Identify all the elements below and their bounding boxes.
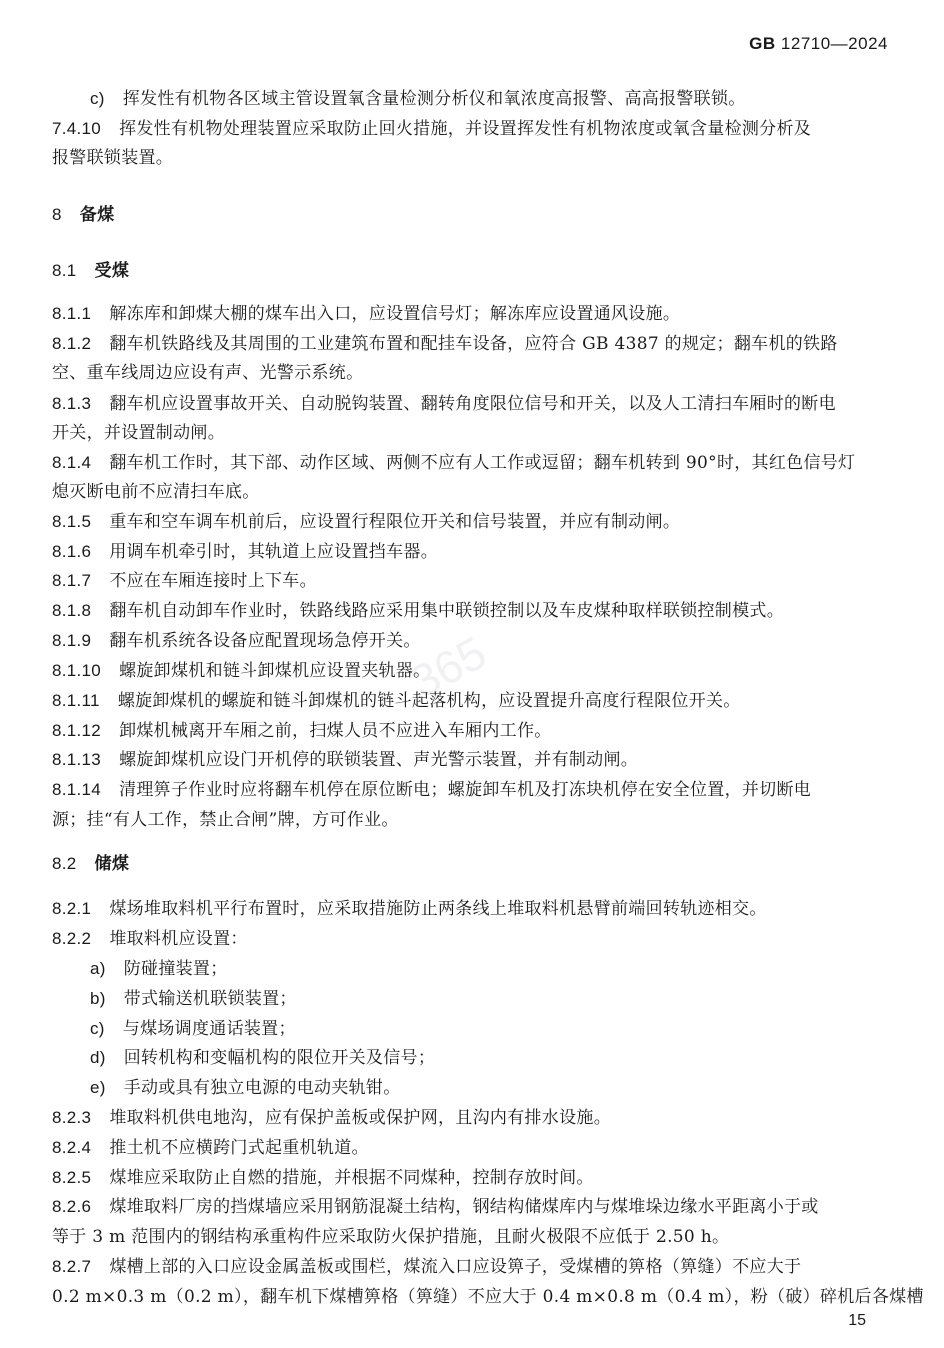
section-heading: 8 备煤 bbox=[52, 205, 115, 225]
standard-header bbox=[749, 34, 888, 54]
clause: 8.1.11 螺旋卸煤机的螺旋和链斗卸煤机的链斗起落机构，应设置提升高度行程限位开关。 bbox=[52, 691, 741, 711]
clause: 8.1.10 螺旋卸煤机和链斗卸煤机应设置夹轨器。 bbox=[52, 661, 431, 681]
clause: 8.1.8 翻车机自动卸车作业时，铁路线路应采用集中联锁控制以及车皮煤种取样联锁控制模式。 bbox=[52, 601, 785, 621]
clause-continuation: 开关，并设置制动闸。 bbox=[52, 423, 225, 443]
clause: 8.2.1 煤场堆取料机平行布置时，应采取措施防止两条线上堆取料机悬臂前端回转轨迹相交。 bbox=[52, 899, 767, 919]
clause-continuation: 报警联锁装置。 bbox=[52, 148, 174, 168]
clause: 8.1.5 重车和空车调车机前后，应设置行程限位开关和信号装置，并应有制动闸。 bbox=[52, 512, 681, 532]
list-item: e) 手动或具有独立电源的电动夹轨钳。 bbox=[90, 1078, 401, 1098]
clause: 8.1.14 清理箅子作业时应将翻车机停在原位断电；螺旋卸车机及打冻块机停在安全位置，并切断电 bbox=[52, 780, 812, 800]
clause: 8.2.2 堆取料机应设置： bbox=[52, 929, 248, 949]
list-item: b) 带式输送机联锁装置； bbox=[90, 989, 297, 1009]
list-item: a) 防碰撞装置； bbox=[90, 959, 228, 979]
clause: 8.1.7 不应在车厢连接时上下车。 bbox=[52, 571, 317, 591]
list-item: d) 回转机构和变幅机构的限位开关及信号； bbox=[90, 1048, 436, 1068]
watermark: 365 bbox=[402, 626, 495, 708]
list-item: c) 挥发性有机物各区域主管设置氧含量检测分析仪和氧浓度高报警、高高报警联锁。 bbox=[90, 89, 746, 109]
clause-continuation: 熄灭断电前不应清扫车底。 bbox=[52, 482, 260, 502]
clause: 8.1.12 卸煤机械离开车厢之前，扫煤人员不应进入车厢内工作。 bbox=[52, 721, 552, 741]
clause: 8.2.6 煤堆取料厂房的挡煤墙应采用钢筋混凝土结构，钢结构储煤库内与煤堆垛边缘水平距离小于或 bbox=[52, 1197, 819, 1217]
clause: 8.2.4 推土机不应横跨门式起重机轨道。 bbox=[52, 1138, 369, 1158]
page-number: 15 bbox=[848, 1312, 866, 1329]
clause: 8.1.1 解冻库和卸煤大棚的煤车出入口，应设置信号灯；解冻库应设置通风设施。 bbox=[52, 304, 681, 324]
list-item: c) 与煤场调度通话装置； bbox=[90, 1019, 296, 1039]
clause: 8.1.3 翻车机应设置事故开关、自动脱钩装置、翻转角度限位信号和开关，以及人工清扫车厢时的断电 bbox=[52, 394, 836, 414]
clause: 8.1.2 翻车机铁路线及其周围的工业建筑布置和配挂车设备，应符合 GB 4387 的规定；翻车机的铁路 bbox=[52, 334, 838, 354]
clause: 8.2.3 堆取料机供电地沟，应有保护盖板或保护网，且沟内有排水设施。 bbox=[52, 1108, 612, 1128]
clause: 8.2.5 煤堆应采取防止自燃的措施，并根据不同煤种，控制存放时间。 bbox=[52, 1168, 594, 1188]
clause: 7.4.10 挥发性有机物处理装置应采取防止回火措施，并设置挥发性有机物浓度或氧含量检测分析及 bbox=[52, 119, 812, 139]
clause-continuation: 0.2 m×0.3 m（0.2 m），翻车机下煤槽箅格（箅缝）不应大于 0.4 m×0.8 m（0.4 m），粉（破）碎机后各煤槽 bbox=[52, 1287, 924, 1307]
clause: 8.1.13 螺旋卸煤机应设门开机停的联锁装置、声光警示装置，并有制动闸。 bbox=[52, 750, 639, 770]
clause-continuation: 空、重车线周边应设有声、光警示系统。 bbox=[52, 363, 364, 383]
clause-continuation: 源；挂“有人工作，禁止合闸”牌，方可作业。 bbox=[52, 810, 399, 830]
clause: 8.2.7 煤槽上部的入口应设金属盖板或围栏，煤流入口应设箅子，受煤槽的箅格（箅缝）不应大于 bbox=[52, 1257, 802, 1277]
clause: 8.1.9 翻车机系统各设备应配置现场急停开关。 bbox=[52, 631, 421, 651]
clause: 8.1.6 用调车机牵引时，其轨道上应设置挡车器。 bbox=[52, 542, 439, 562]
subsection-heading: 8.1 受煤 bbox=[52, 261, 130, 281]
standard-number: 12710—2024 bbox=[780, 34, 888, 53]
clause-continuation: 等于 3 m 范围内的钢结构承重构件应采取防火保护措施，且耐火极限不应低于 2.50 h。 bbox=[52, 1227, 730, 1247]
standard-code: GB bbox=[749, 34, 776, 53]
clause: 8.1.4 翻车机工作时，其下部、动作区域、两侧不应有人工作或逗留；翻车机转到 90°时，其红色信号灯 bbox=[52, 453, 856, 473]
subsection-heading: 8.2 储煤 bbox=[52, 854, 130, 874]
